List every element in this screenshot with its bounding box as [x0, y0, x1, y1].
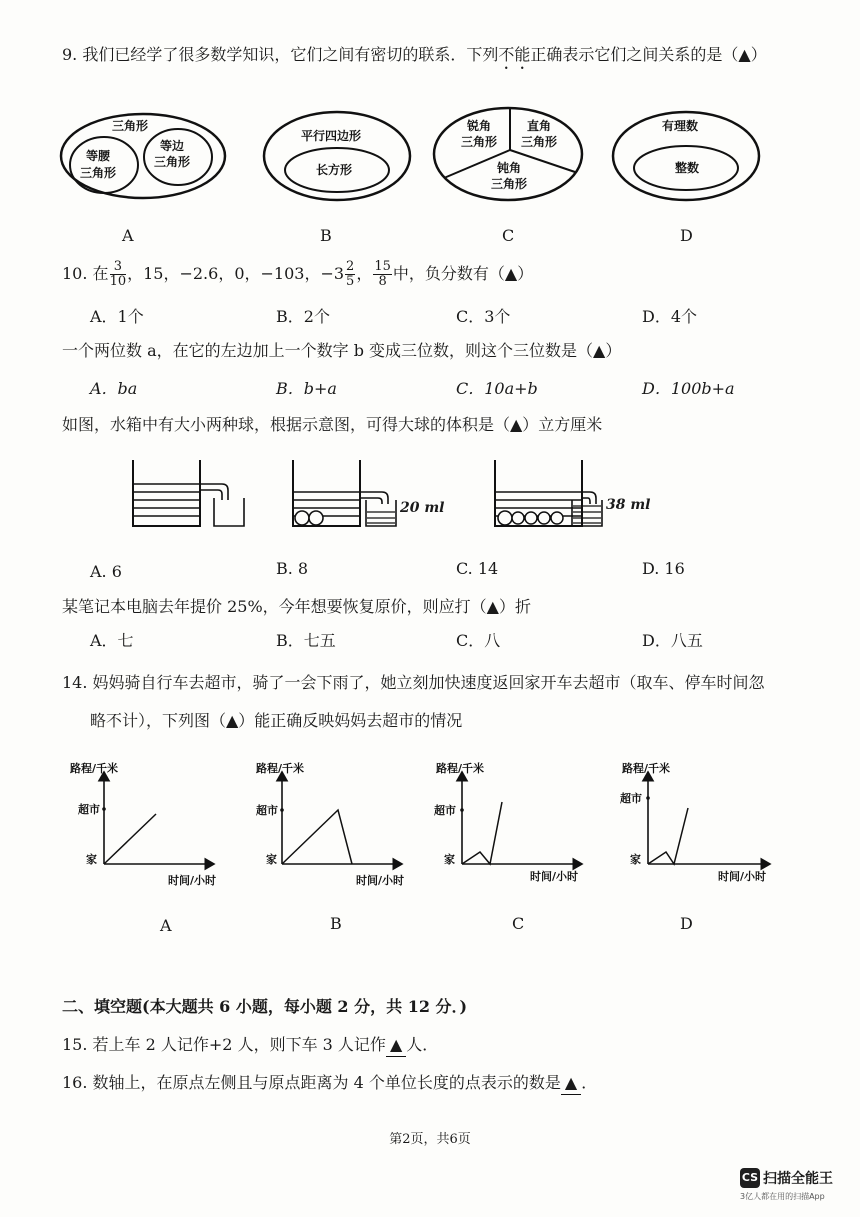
graph-b — [252, 760, 422, 890]
fraction-2-5: $\frac{2}{5}$ — [346, 259, 355, 289]
q11-option-b: B．b+a — [276, 379, 337, 398]
question-14-stem-line2: 略不计），下列图（▲）能正确反映妈妈去超市的情况 — [90, 711, 463, 730]
graph-a — [64, 760, 234, 890]
y-mark-top: 超市 — [78, 803, 100, 816]
section-2-heading: 二、填空题(本大题共 6 小题，每小题 2 分，共 12 分．) — [62, 997, 468, 1016]
diagram-label-c: C — [502, 226, 515, 245]
set-label-left-top: 等腰 — [86, 149, 111, 163]
y-axis-label: 路程/千米 — [70, 762, 119, 775]
q10-option-a: A．1个 — [90, 307, 144, 326]
y-mark-top: 超市 — [256, 804, 278, 817]
set-label-inner: 长方形 — [316, 163, 353, 177]
question-15: 15. 若上车 2 人记作+2 人，则下车 3 人记作 ▲ 人． — [62, 1034, 438, 1057]
q13-option-d: D．八五 — [642, 631, 703, 650]
graph-label-c: C — [512, 914, 525, 933]
answer-blank: ▲ — [386, 1034, 406, 1057]
question-11-stem: 一个两位数 a，在它的左边加上一个数字 b 变成三位数，则这个三位数是（▲） — [62, 341, 622, 360]
q12-option-d: D. 16 — [642, 559, 685, 578]
q10-option-c: C．3个 — [456, 307, 511, 326]
question-13-stem: 某笔记本电脑去年提价 25%，今年想要恢复原价，则应打（▲）折 — [62, 597, 531, 616]
q11-option-a: A．ba — [90, 379, 138, 398]
partition-diagram-c — [433, 106, 585, 202]
y-mark-top: 超市 — [434, 804, 456, 817]
set-label-right-top: 等边 — [160, 139, 185, 153]
q13-option-b: B．七五 — [276, 631, 336, 650]
region-label-acute-bottom: 三角形 — [461, 135, 498, 149]
region-label-obtuse-bottom: 三角形 — [491, 177, 528, 191]
q10-option-b: B．2个 — [276, 307, 330, 326]
y-mark-origin: 家 — [86, 853, 97, 866]
brand-name: 扫描全能王 — [763, 1170, 833, 1187]
graph-d — [620, 760, 790, 890]
diagram-label-b: B — [320, 226, 332, 245]
set-label-outer: 有理数 — [662, 119, 699, 133]
region-label-right-top: 直角 — [527, 119, 552, 133]
brand-tagline: 3亿人都在用的扫描App — [740, 1191, 825, 1201]
tank-3-volume-label: 38 ml — [606, 497, 651, 513]
graph-label-a: A — [160, 916, 172, 935]
x-axis-label: 时间/小时 — [168, 874, 217, 887]
tank-2-volume-label: 20 ml — [400, 500, 445, 516]
set-label-left-bottom: 三角形 — [80, 166, 117, 180]
diagram-label-a: A — [122, 226, 134, 245]
set-label-right-bottom: 三角形 — [154, 155, 191, 169]
q13-option-a: A．七 — [90, 631, 134, 650]
q11-option-d: D．100b+a — [642, 379, 735, 398]
graph-label-d: D — [680, 914, 693, 933]
fraction-3-10: $\frac{3}{10}$ — [109, 259, 127, 289]
tank-diagram-3 — [492, 458, 662, 528]
question-14-stem-line1: 14. 妈妈骑自行车去超市，骑了一会下雨了，她立刻加快速度返回家开车去超市（取车、停车时间忽 — [62, 673, 765, 692]
scanner-watermark — [740, 1167, 833, 1202]
y-mark-top: 超市 — [620, 792, 642, 805]
venn-diagram-d — [612, 108, 762, 204]
x-axis-label: 时间/小时 — [356, 874, 405, 887]
region-label-obtuse-top: 钝角 — [497, 161, 522, 175]
answer-blank: ▲ — [561, 1072, 581, 1095]
q12-option-c: C. 14 — [456, 559, 499, 578]
venn-diagram-a — [60, 110, 230, 206]
y-mark-origin: 家 — [266, 853, 277, 866]
set-label-inner: 整数 — [675, 161, 700, 175]
graph-c — [430, 760, 600, 890]
q10-option-d: D．4个 — [642, 307, 698, 326]
y-axis-label: 路程/千米 — [622, 762, 671, 775]
q11-option-c: C．10a+b — [456, 379, 538, 398]
q12-option-a: A. 6 — [90, 562, 122, 581]
question-9-stem: 9. 我们已经学了很多数学知识，它们之间有密切的联系．下列不能正确表示它们之间关系的是（▲） — [62, 45, 767, 64]
set-label-outer: 三角形 — [112, 119, 149, 133]
y-axis-label: 路程/千米 — [436, 762, 485, 775]
q12-option-b: B. 8 — [276, 559, 309, 578]
set-label-outer: 平行四边形 — [301, 129, 362, 143]
question-16: 16. 数轴上，在原点左侧且与原点距离为 4 个单位长度的点表示的数是 ▲ ． — [62, 1072, 597, 1095]
question-10-stem: 10. 在 $\frac{3}{10}$ ，15，−2.6，0，−103，−3 $\frac{2}{5}$ ， $\frac{15}{8}$ 中，负分数有（▲） — [62, 259, 534, 289]
graph-label-b: B — [330, 914, 342, 933]
venn-diagram-b — [263, 108, 413, 204]
fraction-15-8: $\frac{15}{8}$ — [374, 259, 391, 289]
question-12-stem: 如图，水箱中有大小两种球，根据示意图，可得大球的体积是（▲）立方厘米 — [62, 415, 603, 434]
y-mark-origin: 家 — [444, 853, 455, 866]
diagram-label-d: D — [680, 226, 693, 245]
q13-option-c: C．八 — [456, 631, 501, 650]
y-mark-origin: 家 — [630, 853, 641, 866]
x-axis-label: 时间/小时 — [530, 870, 579, 883]
x-axis-label: 时间/小时 — [718, 870, 767, 883]
cs-logo-icon: CS — [740, 1168, 760, 1188]
page-footer: 第2页，共6页 — [389, 1132, 471, 1147]
tank-diagram-1 — [130, 458, 250, 528]
y-axis-label: 路程/千米 — [256, 762, 305, 775]
region-label-acute-top: 锐角 — [467, 119, 492, 133]
emphasis-text: 不能 — [498, 45, 531, 64]
region-label-right-bottom: 三角形 — [521, 135, 558, 149]
